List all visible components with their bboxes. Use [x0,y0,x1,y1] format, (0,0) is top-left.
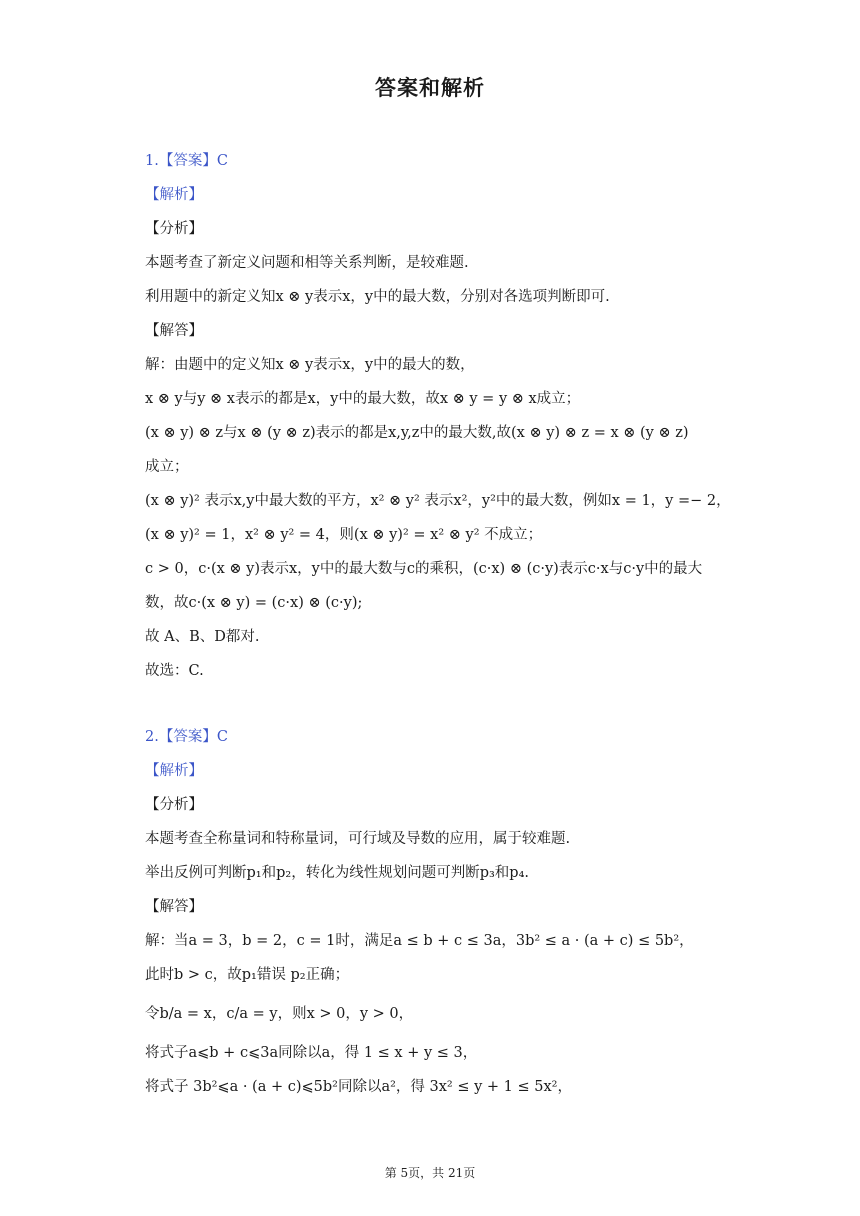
q1-solution-line-4: 成立； [145,459,189,475]
q2-fenxi-heading: 【分析】 [145,797,203,813]
q2-fenxi-text-2: 举出反例可判断p₁和p₂，转化为线性规划问题可判断p₃和p₄. [145,865,529,881]
q1-jiexi-heading: 【解析】 [145,187,203,203]
q1-solution-line-3: (x ⊗ y) ⊗ z与x ⊗ (y ⊗ z)表示的都是x,y,z中的最大数,故(x ⊗ y) ⊗ z = x ⊗ (y ⊗ z) [145,425,689,441]
q1-solution-line-1: 解：由题中的定义知x ⊗ y表示x，y中的最大的数， [145,357,475,373]
page-title: 答案和解析 [375,76,485,100]
q1-solution-line-5: (x ⊗ y)² 表示x,y中最大数的平方，x² ⊗ y² 表示x²，y²中的最大数，例如x = 1，y =− 2， [145,493,731,509]
q2-solution-line-1: 解：当a = 3，b = 2，c = 1时，满足a ≤ b + c ≤ 3a，3b² ≤ a · (a + c) ≤ 5b²， [145,933,694,949]
q2-solution-line-2: 此时b > c，故p₁错误 p₂正确； [145,967,350,983]
q1-solution-line-7: c > 0，c·(x ⊗ y)表示x，y中的最大数与c的乘积，(c·x) ⊗ (c·y)表示c·x与c·y中的最大 [145,561,703,577]
q2-answer: 2.【答案】C [145,729,228,745]
q1-jieda-heading: 【解答】 [145,323,203,339]
q1-fenxi-text-1: 本题考查了新定义问题和相等关系判断，是较难题. [145,255,469,271]
q2-jieda-heading: 【解答】 [145,899,203,915]
q1-solution-line-2: x ⊗ y与y ⊗ x表示的都是x，y中的最大数，故x ⊗ y = y ⊗ x成立； [145,391,581,407]
q1-solution-line-10: 故选：C. [145,663,204,679]
q2-solution-line-5: 将式子 3b²⩽a · (a + c)⩽5b²同除以a²，得 3x² ≤ y + 1 ≤ 5x²， [145,1079,572,1095]
page-footer: 第 5页，共 21页 [384,1166,476,1180]
q2-jiexi-heading: 【解析】 [145,763,203,779]
q1-solution-line-6: (x ⊗ y)² = 1，x² ⊗ y² = 4，则(x ⊗ y)² = x² ⊗ y² 不成立； [145,527,543,543]
q1-answer: 1.【答案】C [145,153,228,169]
q1-solution-line-9: 故 A、B、D都对. [145,629,260,645]
q1-solution-line-8: 数，故c·(x ⊗ y) = (c·x) ⊗ (c·y); [145,595,363,611]
q2-solution-line-4: 将式子a⩽b + c⩽3a同除以a，得 1 ≤ x + y ≤ 3， [145,1045,478,1061]
q1-fenxi-heading: 【分析】 [145,221,203,237]
q2-fenxi-text-1: 本题考查全称量词和特称量词，可行域及导数的应用，属于较难题. [145,831,571,847]
q1-fenxi-text-2: 利用题中的新定义知x ⊗ y表示x，y中的最大数，分别对各选项判断即可. [145,289,610,305]
q2-solution-line-3: 令b/a = x，c/a = y，则x > 0，y > 0， [145,1006,414,1022]
